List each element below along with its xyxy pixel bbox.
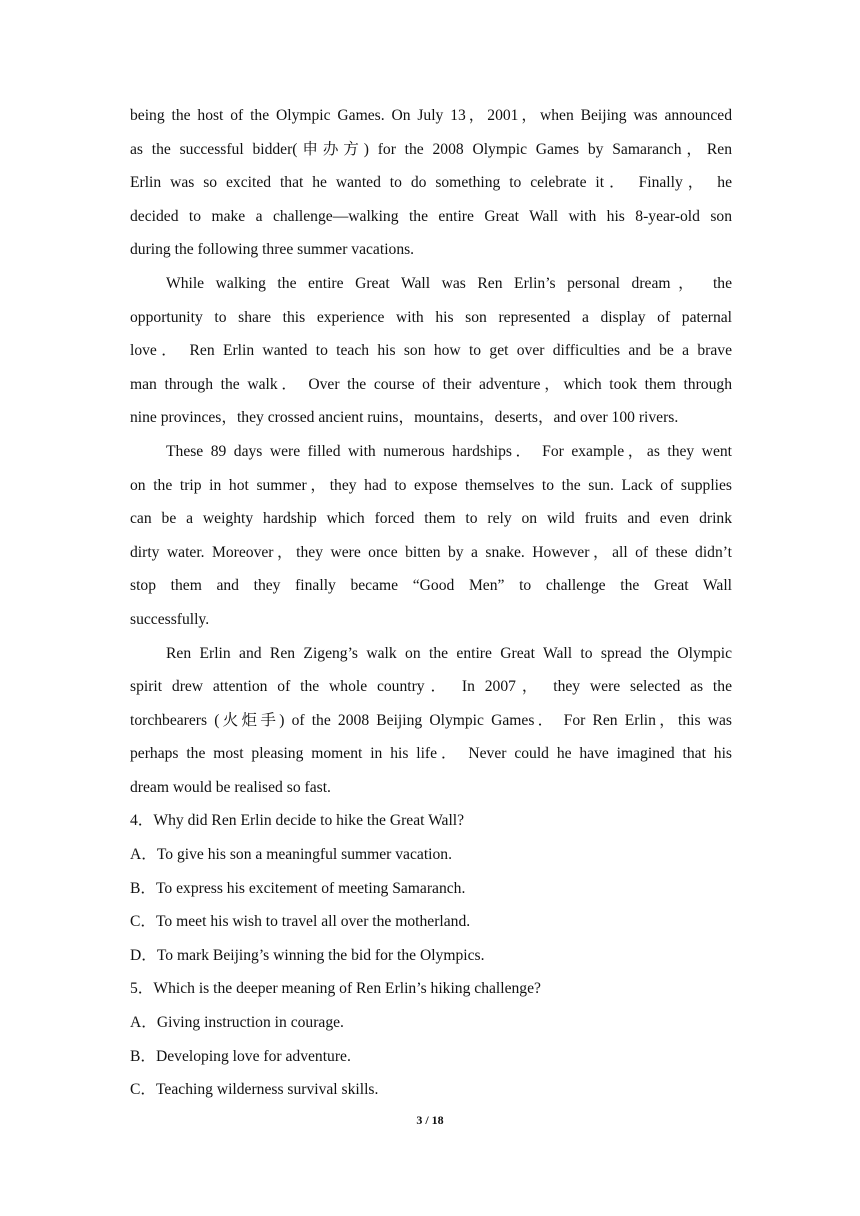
question-5: [130, 972, 732, 1106]
text-line: Ren Erlin and Ren Zigeng’s walk on the entire Great Wall to spread the Olympic: [166, 644, 732, 662]
question-stem: 4．Why did Ren Erlin decide to hike the Great Wall?: [130, 812, 465, 830]
text-line: successfully.: [130, 610, 210, 628]
question-stem: 5．Which is the deeper meaning of Ren Erlin’s hiking challenge?: [130, 980, 541, 998]
text-line: decided to make a challenge—walking the entire Great Wall with his 8-year-old son: [130, 207, 732, 225]
paragraph-1: [130, 99, 732, 267]
paragraph-2: [130, 267, 732, 435]
text-line: stop them and they finally became “Good Men” to challenge the Great Wall: [130, 577, 732, 595]
paragraph-4: [130, 637, 732, 805]
question-4: [130, 804, 732, 972]
text-line: While walking the entire Great Wall was Ren Erlin’s personal dream， the: [166, 274, 732, 292]
text-line: being the host of the Olympic Games. On July 13，2001，when Beijing was announced: [130, 107, 732, 124]
answer-option-d: D．To mark Beijing’s winning the bid for the Olympics.: [130, 946, 485, 964]
answer-option-c: C．To meet his wish to travel all over the motherland.: [130, 913, 471, 931]
text-line: man through the walk． Over the course of their adventure，which took them through: [130, 375, 732, 393]
text-line: perhaps the most pleasing moment in his life． Never could he have imagined that his: [130, 745, 732, 763]
text-line: can be a weighty hardship which forced them to rely on wild fruits and even drink: [130, 510, 732, 528]
answer-option-b: B．Developing love for adventure.: [130, 1047, 351, 1065]
paragraph-3: [130, 435, 732, 637]
text-line: as the successful bidder(申办方) for the 2008 Olympic Games by Samaranch，Ren: [130, 140, 732, 158]
text-line: on the trip in hot summer，they had to expose themselves to the sun. Lack of supplies: [130, 476, 732, 494]
text-line: love． Ren Erlin wanted to teach his son how to get over difficulties and be a brave: [130, 342, 732, 360]
page-number: 3 / 18: [416, 1113, 444, 1127]
text-line: torchbearers (火炬手) of the 2008 Beijing Olympic Games． For Ren Erlin，this was: [130, 711, 732, 729]
answer-option-c: C．Teaching wilderness survival skills.: [130, 1081, 379, 1099]
text-line: dream would be realised so fast.: [130, 778, 331, 796]
answer-option-a: A．Giving instruction in courage.: [130, 1014, 344, 1032]
text-line: opportunity to share this experience with his son represented a display of paternal: [130, 308, 732, 326]
answer-option-b: B．To express his excitement of meeting Samaranch.: [130, 879, 466, 897]
document-page: [130, 99, 732, 1107]
text-line: nine provinces，they crossed ancient ruins，mountains，deserts，and over 100 rivers.: [130, 409, 679, 427]
text-line: These 89 days were filled with numerous hardships． For example，as they went: [166, 442, 732, 460]
text-line: Erlin was so excited that he wanted to do something to celebrate it． Finally， he: [130, 174, 732, 192]
answer-option-a: A．To give his son a meaningful summer vacation.: [130, 846, 452, 864]
text-line: spirit drew attention of the whole country． In 2007， they were selected as the: [130, 678, 732, 696]
text-line: during the following three summer vacations.: [130, 241, 415, 259]
text-line: dirty water. Moreover，they were once bitten by a snake. However，all of these didn’t: [130, 543, 732, 561]
